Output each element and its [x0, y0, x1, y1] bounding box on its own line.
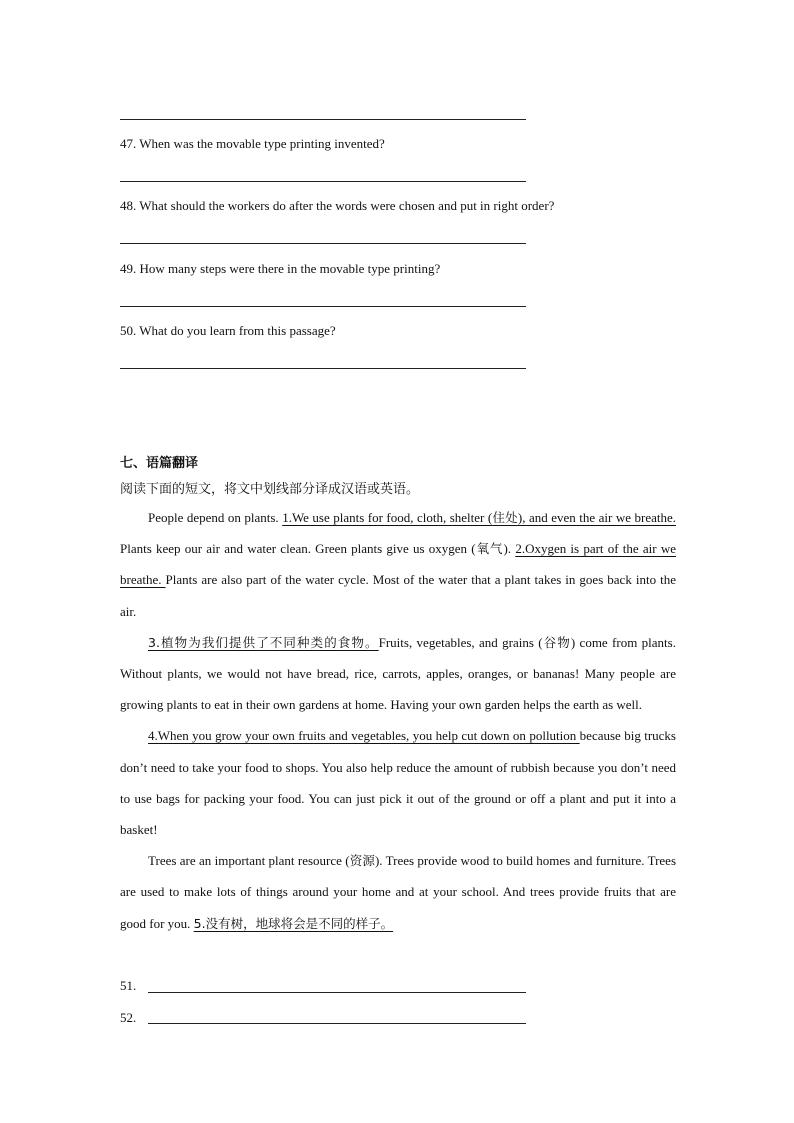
question-text: When was the movable type printing invented? — [139, 136, 385, 151]
answer-number-52: 52. — [120, 1010, 137, 1025]
answer-line-47[interactable] — [120, 181, 526, 182]
passage-paragraph-4 — [120, 845, 676, 939]
passage-text: because big trucks don’t need to take your food to shops. You also help reduce the amount of rubbish because you don’t need to use bags for packing your food. You can just pick it out of the ground or off a plant and put it into a basket! — [120, 728, 676, 838]
chinese-gloss: 谷物 — [542, 634, 571, 650]
passage-paragraph-2 — [120, 627, 676, 721]
answer-line-49[interactable] — [120, 306, 526, 307]
passage-text: ). Trees provide wood to build homes and furniture. Trees are used to make lots of things around your home and at your school. And trees provide fruits that are good for you. — [120, 853, 676, 931]
question-number: 48. — [120, 198, 137, 213]
chinese-gloss: 住处 — [492, 510, 518, 525]
underlined-text: 1.We use plants for food, cloth, shelter ( — [282, 510, 493, 525]
question-50 — [120, 323, 336, 339]
passage-text: Fruits, vegetables, and grains ( — [378, 634, 543, 650]
question-text: What do you learn from this passage? — [139, 323, 336, 338]
section-title: 七、语篇翻译 — [120, 456, 199, 471]
question-text: What should the workers do after the words were chosen and put in right order? — [139, 198, 555, 213]
passage — [120, 502, 676, 939]
passage-paragraph-1 — [120, 502, 676, 627]
answer-line-51[interactable] — [148, 992, 526, 993]
chinese-gloss: 氧气 — [475, 541, 504, 557]
passage-text: ) come from plants. Without plants, we would not have bread, rice, carrots, apples, oranges, or bananas! Many people are growing plants to eat in their own gardens at home. Having your own garden helps the earth as well. — [120, 634, 676, 713]
answer-number-51: 51. — [120, 978, 137, 993]
underlined-sentence-3: 3.植物为我们提供了不同种类的食物。 — [148, 634, 379, 650]
underlined-sentence-2: 2.Oxygen is part of the air we breathe. — [120, 541, 676, 588]
underlined-sentence-5: 5.没有树，地球将会是不同的样子。 — [193, 915, 394, 931]
section-instructions: 阅读下面的短文，将文中划线部分译成汉语或英语。 — [120, 482, 420, 497]
question-number: 50. — [120, 323, 137, 338]
underlined-text: ), and even the air we breathe. — [517, 510, 676, 525]
passage-text: People depend on plants. — [148, 510, 283, 525]
question-48 — [120, 198, 554, 214]
passage-text: Plants are also part of the water cycle. Most of the water that a plant takes in goes back into the air. — [120, 572, 676, 619]
underlined-sentence-4: 4.When you grow your own fruits and vegetables, you help cut down on pollution — [148, 728, 580, 744]
passage-text: Plants keep our air and water clean. Green plants give us oxygen ( — [120, 541, 476, 557]
question-number: 49. — [120, 261, 137, 276]
answer-line-52[interactable] — [148, 1023, 526, 1024]
passage-text: Trees are an important plant resource ( — [148, 853, 350, 869]
underlined-sentence-1 — [282, 510, 676, 525]
answer-line-48[interactable] — [120, 243, 526, 244]
question-text: How many steps were there in the movable type printing? — [139, 261, 441, 276]
answer-line-50[interactable] — [120, 368, 526, 369]
passage-text: ). — [503, 541, 516, 557]
question-49 — [120, 261, 440, 277]
chinese-gloss: 资源 — [349, 853, 375, 869]
answer-line-46[interactable] — [120, 119, 526, 120]
passage-paragraph-3 — [120, 720, 676, 845]
question-47 — [120, 136, 385, 152]
question-number: 47. — [120, 136, 137, 151]
